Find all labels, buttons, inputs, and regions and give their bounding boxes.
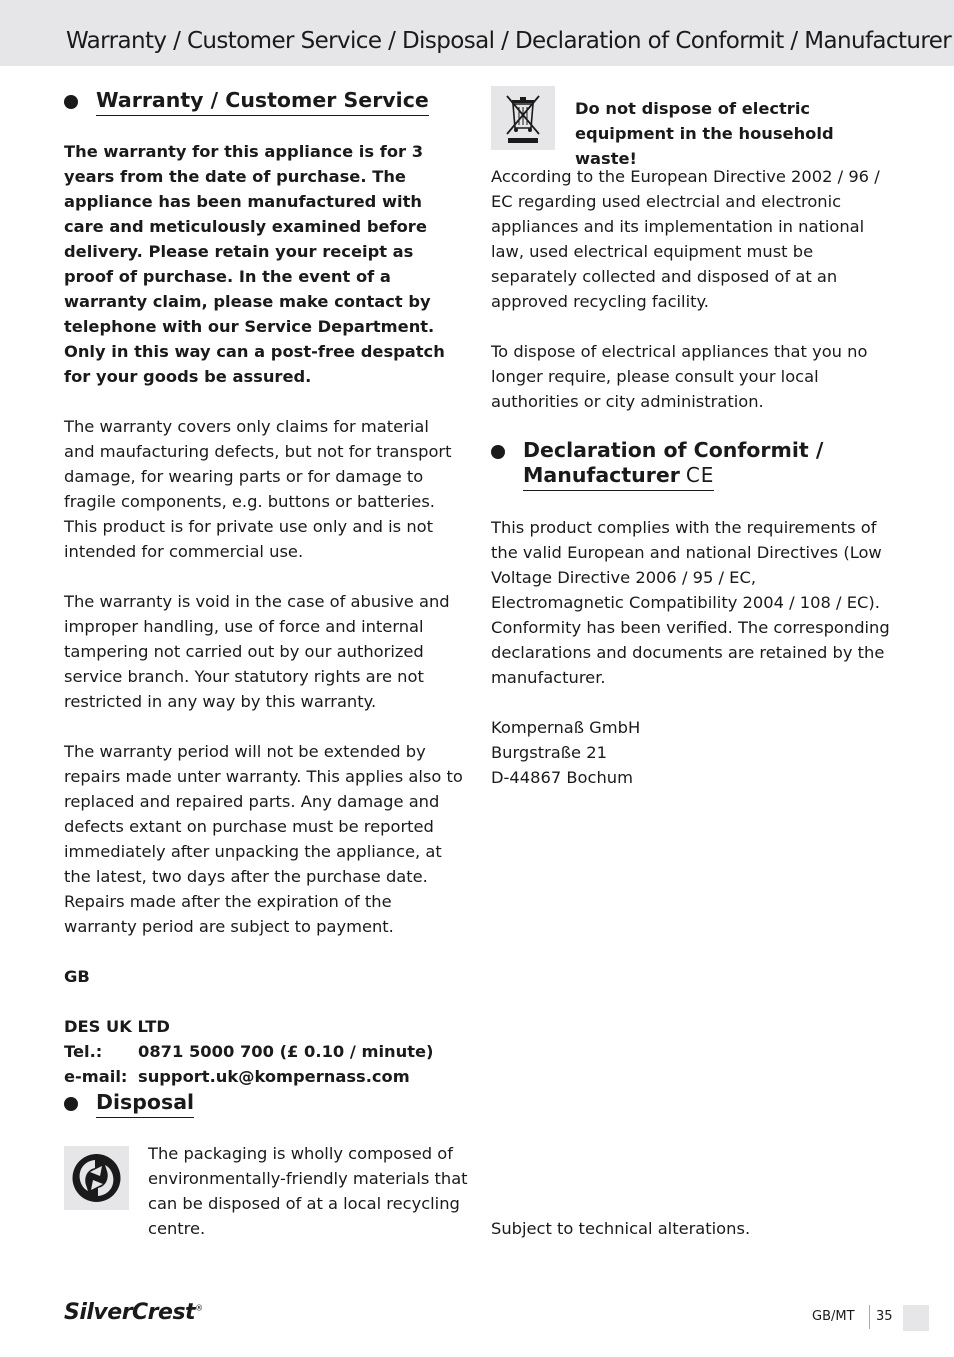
bullet-icon [64, 95, 78, 109]
email-label: e-mail: [64, 1067, 128, 1086]
weee-warning: Do not dispose of electric equipment in the household waste! [575, 99, 834, 168]
disposal-heading-text: Disposal [96, 1090, 194, 1118]
warranty-paragraph-3: The warranty period will not be extended by repairs made unter warranty. This applies also to replaced and repaired parts. Any damage and defects extant on purchase must be reported immediately after unpacking the appliance, at the latest, two days after the purchase date. Repairs made after the expiration of the warranty period are subject to payment. [64, 742, 463, 936]
technical-alterations: Subject to technical alterations. [491, 1219, 751, 1238]
contact-row-email [64, 1064, 434, 1089]
disposal-heading [64, 1090, 194, 1118]
contact-table [64, 1039, 434, 1089]
disposal-body [148, 1141, 468, 1241]
warranty-heading-text: Warranty / Customer Service [96, 88, 429, 116]
declaration-heading-line2-wrap [523, 463, 714, 491]
silvercrest-logo [64, 1300, 203, 1325]
footer-divider [869, 1305, 870, 1329]
page-title: Warranty / Customer Service / Disposal / Declaration of Conformit / Manufacturer [66, 28, 952, 54]
declaration-heading-line1: Declaration of Conformit / [523, 438, 824, 462]
declaration-body [491, 515, 893, 790]
disposal-text: The packaging is wholly composed of environmentally-friendly materials that can be disposed of at a local recycling centre. [148, 1144, 468, 1238]
warranty-paragraph-1: The warranty covers only claims for material and maufacturing defects, but not for transport damage, for wearing parts or for damage to fragile components, e.g. buttons or batteries. This product is for private use only and is not intended for commercial use. [64, 417, 452, 561]
declaration-heading-lines [523, 438, 823, 491]
declaration-heading [491, 438, 823, 491]
declaration-text: This product complies with the requirements of the valid European and national Directives (Low Voltage Directive 2006 / 95 / EC, Electromagnetic Compatibility 2004 / 108 / EC). Conformity has been verified. The corresponding declarations and documents are retained by the manufacturer. [491, 518, 890, 687]
tel-value: 0871 5000 700 (£ 0.10 / minute) [138, 1042, 434, 1061]
page-number: 35 [876, 1309, 893, 1324]
manufacturer-name: Kompernaß GmbH [491, 718, 641, 737]
email-value: support.uk@kompernass.com [138, 1067, 410, 1086]
warranty-paragraph-2: The warranty is void in the case of abusive and improper handling, use of force and internal tampering not carried out by our authorized service branch. Your statutory rights are not restricted in any way by this warranty. [64, 592, 450, 711]
language-code: GB/MT [812, 1309, 855, 1324]
weee-paragraph-1: According to the European Directive 2002 / 96 / EC regarding used electrcial and electronic appliances and its implementation in national law, used electrical equipment must be separately collected and disposed of at an approved recycling facility. [491, 167, 880, 311]
tel-label: Tel.: [64, 1042, 103, 1061]
bullet-icon [64, 1097, 78, 1111]
weee-bin-icon [491, 86, 555, 150]
manufacturer-city: D-44867 Bochum [491, 768, 633, 787]
manufacturer-street: Burgstraße 21 [491, 743, 607, 762]
bullet-icon [491, 445, 505, 459]
warranty-bold-paragraph: The warranty for this appliance is for 3 years from the date of purchase. The appliance has been manufactured with care and meticulously examined before delivery. Please retain your receipt as proof of purchase. In the event of a warranty claim, please make contact by telephone with our Service Department. Only in this way can a post-free despatch for your goods be assured. [64, 142, 445, 386]
service-company: DES UK LTD [64, 1017, 170, 1036]
green-dot-recycling-icon [64, 1146, 129, 1210]
brand-name: SilverCrest [64, 1300, 196, 1325]
weee-body [491, 164, 893, 414]
ce-mark: CE [685, 463, 715, 487]
country-code: GB [64, 967, 90, 986]
trademark-symbol: ® [195, 1303, 203, 1313]
declaration-heading-line2: Manufacturer [523, 463, 680, 487]
weee-paragraph-2: To dispose of electrical appliances that you no longer require, please consult your local authorities or city administration. [491, 342, 868, 411]
contact-row-tel [64, 1039, 434, 1064]
page-header [0, 0, 954, 66]
warranty-heading [64, 88, 429, 116]
warranty-body [64, 139, 464, 1089]
page-tab-marker [903, 1305, 929, 1331]
